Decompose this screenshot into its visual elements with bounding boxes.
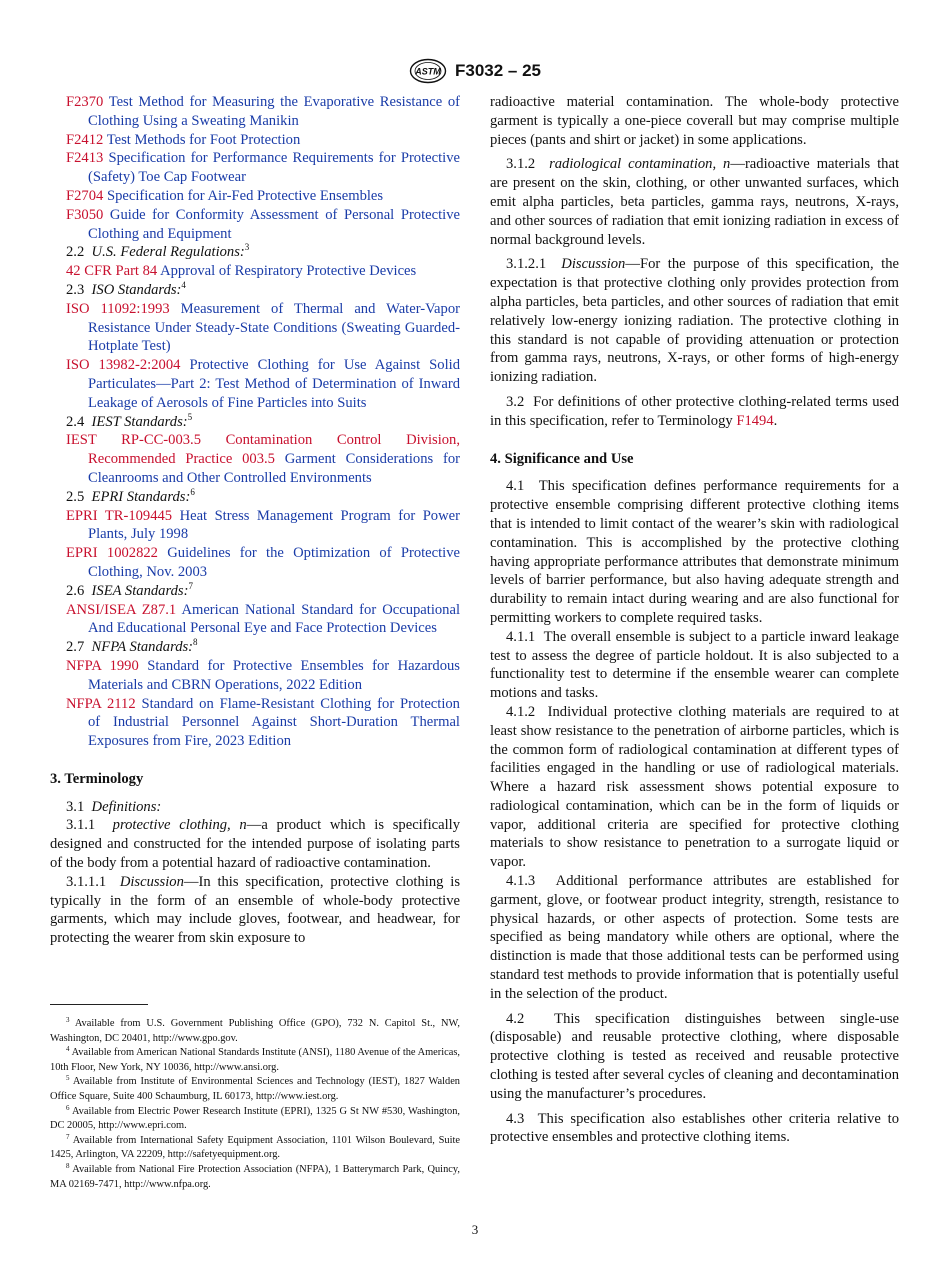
designation: F3032 – 25 — [454, 61, 541, 80]
reference-entry — [66, 93, 460, 131]
section-number: 2.7 — [66, 639, 85, 656]
ref-code[interactable]: F2704 — [66, 187, 104, 204]
section-3-1-2 — [490, 155, 899, 249]
section-number: 4.3 — [506, 1110, 525, 1127]
definition-text: —a product which is specifically designed and constructed for the intended purpose of isolating parts of the body from a potential hazard of radioactive contamination. — [50, 817, 460, 872]
section-number: 3.1 — [66, 798, 85, 815]
defined-term: Discussion — [561, 256, 626, 273]
continued-paragraph: radioactive material contamination. The whole-body protective garment is typically a one-piece coverall but may comprise multiple pieces (pants and shirt or jacket) in some applications. — [490, 94, 899, 148]
footnote-ref: 8 — [193, 637, 198, 648]
section-heading: 3. Terminology — [50, 770, 144, 787]
ref-code[interactable]: EPRI TR-109445 — [66, 507, 173, 524]
paragraph-text: The overall ensemble is subject to a particle inward leakage test to assess the degree of particle holdout. It is also subjected to a functionality test to determine if the ensemble wearer can complete motions and tasks. — [490, 628, 899, 702]
section-2-4 — [66, 413, 460, 432]
ref-title[interactable]: Heat Stress Management Program for Power Plants, July 1998 — [88, 507, 460, 543]
paragraph-text: This specification distinguishes between single-use (disposable) and reusable protective clothing, where disposable protective clothing is tested as received and reusable protective clothing is tested after several cycles of cleaning and decontamination using the manufacturer’s procedures. — [490, 1010, 899, 1102]
ref-title[interactable]: American National Standard for Occupational And Educational Personal Eye and Face Protection Devices — [88, 601, 460, 637]
footnote — [50, 1017, 460, 1046]
section-number: 3.1.2.1 — [506, 256, 547, 273]
footnote-number: 6 — [66, 1103, 70, 1112]
footnote — [50, 1075, 460, 1104]
astm-logo-icon — [409, 58, 447, 84]
footnote-text: Available from Electric Power Research Institute (EPRI), 1325 G St NW #530, Washington, DC 20005, http://www.epri.com. — [50, 1105, 461, 1132]
reference-entry — [66, 187, 460, 206]
ref-code[interactable]: ISO 11092:1993 — [66, 300, 170, 317]
reference-entry — [66, 149, 460, 187]
footnotes — [50, 1017, 460, 1192]
section-number: 3.1.1 — [66, 817, 96, 834]
section-label: NFPA Standards: — [91, 639, 194, 656]
section-label: U.S. Federal Regulations: — [91, 244, 245, 261]
svg-text:ASTM: ASTM — [415, 66, 441, 77]
ref-code[interactable]: F2412 — [66, 131, 104, 148]
ref-title[interactable]: Guide for Conformity Assessment of Personal Protective Clothing and Equipment — [88, 206, 460, 242]
defined-term: Discussion — [119, 873, 184, 890]
section-2-6 — [66, 582, 460, 601]
reference-entry — [66, 356, 460, 412]
ref-title[interactable]: Specification for Performance Requirements for Protective (Safety) Toe Cap Footwear — [88, 150, 460, 186]
footnote — [50, 1163, 460, 1192]
footnote-text: Available from International Safety Equipment Association, 1101 Wilson Boulevard, Suite 1425, Arlington, VA 22209, http://safetyequipment.org. — [50, 1134, 460, 1161]
footnote-text: Available from American National Standards Institute (ANSI), 1180 Avenue of the Americas, 10th Floor, New York, NY 10036, http://www.ansi.org. — [50, 1047, 460, 1073]
ref-code[interactable]: F3050 — [66, 206, 104, 223]
paragraph-text: Individual protective clothing materials are required to at least show resistance to the penetration of airborne particles, which is the common form of radiological contamination at different types of facilities engaged in the handling or use of radiological materials. Where a hazard risk assessment shows potential exposure to radiological contamination, which can be in the form of liquids or vapor, additional criteria are specified for protective clothing materials to show resistance to penetration to a surrogate liquid or vapor. — [490, 703, 900, 871]
section-4-2 — [490, 1010, 899, 1104]
definition-text: —radioactive materials that are present on the skin, clothing, or other unwanted surfaces, which emit alpha particles, beta particles, gamma rays, neutrons, X-rays, and other sources of radiation that emit ionizing radiation in excess of normal background levels. — [490, 156, 899, 248]
ref-title[interactable]: Test Methods for Foot Protection — [106, 131, 301, 148]
footnote-text: Available from National Fire Protection Association (NFPA), 1 Batterymarch Park, Quincy, MA 02169-7471, http://www.nfpa.org. — [50, 1163, 460, 1190]
right-column — [490, 93, 899, 1147]
section-number: 3.1.2 — [506, 156, 536, 173]
punctuation: . — [773, 412, 778, 429]
section-4-1-1 — [490, 628, 899, 703]
footnote-text: Available from U.S. Government Publishing Office (GPO), 732 N. Capitol St., NW, Washington, DC 20401, http://www.gpo.gov. — [50, 1018, 460, 1044]
footnote-ref: 7 — [188, 580, 193, 591]
section-label: ISEA Standards: — [91, 582, 189, 599]
footnote-number: 7 — [66, 1132, 70, 1141]
footnote-divider — [50, 1004, 148, 1005]
section-number: 3.1.1.1 — [66, 873, 107, 890]
ref-code[interactable]: 42 CFR Part 84 — [66, 263, 158, 280]
ref-code[interactable]: NFPA 1990 — [66, 657, 139, 674]
section-number: 2.5 — [66, 488, 85, 505]
ref-title[interactable]: Guidelines for the Optimization of Protective Clothing, Nov. 2003 — [88, 545, 461, 580]
footnote-number: 8 — [66, 1161, 70, 1170]
ref-code[interactable]: F2370 — [66, 94, 104, 110]
section-3-1 — [50, 798, 460, 817]
section-4-1-2 — [490, 703, 899, 872]
definition-text: —For the purpose of this specification, the expectation is that protective clothing only provides protection from alpha particles, beta particles, and other sources of radiation that emit relatively low-energy ionizing radiation. The protective clothing in this standard is not capable of providing attenuation or protection from gamma rays, neutrons, X-rays, or other forms of high-energy ionizing radiation. — [490, 256, 899, 386]
footnote-number: 4 — [66, 1045, 70, 1054]
section-2-2 — [66, 243, 460, 262]
section-number: 4.1 — [506, 478, 525, 495]
footnote-ref: 6 — [190, 486, 195, 497]
footnote-ref: 5 — [187, 411, 193, 422]
section-4-3 — [490, 1110, 899, 1148]
section-4-1 — [490, 477, 899, 627]
footnote-ref: 3 — [244, 242, 250, 253]
section-number: 4.1.2 — [506, 703, 536, 720]
reference-entry — [66, 131, 460, 150]
section-label: IEST Standards: — [91, 413, 188, 430]
paragraph-text: This specification defines performance requirements for a protective ensemble comprising different protective clothing items that is intended to limit contact of the wearer’s skin with radiological contamination. This is accomplished by the protective clothing having appropriate performance attributes that demonstrate minimum levels of barrier performance, but also having adequate strength and durability to remain intact during wearing and are also functional for permitting workers to complete required tasks. — [490, 478, 899, 626]
ref-code[interactable]: ANSI/ISEA Z87.1 — [66, 601, 177, 618]
section-number: 2.4 — [66, 413, 85, 430]
ref-code[interactable]: NFPA 2112 — [66, 695, 136, 712]
defined-term: protective clothing, n — [112, 817, 247, 834]
terminology-section — [50, 770, 460, 948]
ref-title[interactable]: Standard for Protective Ensembles for Hazardous Materials and CBRN Operations, 2022 Edition — [88, 657, 460, 693]
section-label: ISO Standards: — [91, 281, 182, 298]
section-number: 3.2 — [506, 393, 525, 410]
footnote — [50, 1105, 460, 1134]
footnote — [50, 1134, 460, 1163]
paragraph-text: Additional performance attributes are established for garment, glove, or footwear product integrity, strength, resistance to physical hazards, or other aspects of protection. Some tests are specified as being mandatory while others are optional, where the distinction is made that those additional tests can be performed using standard test methods to provide information that is potentially useful in the selection of the product. — [490, 873, 899, 1002]
reference-entry — [66, 206, 460, 244]
defined-term: radiological contamination, n — [549, 156, 731, 173]
reference-entry — [66, 544, 460, 582]
reference-entry — [66, 262, 460, 281]
section-number: 2.3 — [66, 281, 85, 298]
section-number: 2.6 — [66, 582, 85, 599]
reference-entry — [66, 431, 460, 487]
section-2-3 — [66, 281, 460, 300]
section-2-7 — [66, 638, 460, 657]
ref-code[interactable]: ISO 13982-2:2004 — [66, 357, 181, 374]
ref-title[interactable]: Protective Clothing for Use Against Solid Particulates—Part 2: Test Method of Determination of Inward Leakage of Aerosols of Fine Particles into Suits — [88, 357, 460, 411]
reference-entry — [66, 300, 460, 356]
paragraph-text: For definitions of other protective clothing-related terms used in this specification, refer to Terminology — [490, 393, 899, 429]
ref-code[interactable]: IEST RP-CC-003.5 Contamination Control Division, Recommended Practice 003.5 — [66, 432, 460, 468]
ref-title[interactable]: Measurement of Thermal and Water-Vapor Resistance Under Steady-State Conditions (Sweating Guarded-Hotplate Test) — [88, 300, 460, 355]
ref-title[interactable]: Standard on Flame-Resistant Clothing for Protection of Industrial Personnel Against Short-Duration Thermal Exposures from Fire, 2023 Edition — [88, 695, 460, 750]
footnote-ref: 4 — [181, 279, 186, 290]
page-number: 3 — [471, 1222, 479, 1237]
section-3-1-2-1 — [490, 255, 899, 387]
section-number: 4.2 — [506, 1010, 525, 1027]
footnote-text: Available from Institute of Environmental Sciences and Technology (IEST), 1827 Walden Office Square, Suite 400 Schaumburg, IL 60173, http://www.iest.org. — [50, 1076, 460, 1102]
reference-entry — [66, 601, 460, 639]
section-number: 4.1.1 — [506, 628, 536, 645]
ref-code[interactable]: F2413 — [66, 150, 104, 167]
section-3-2 — [490, 393, 899, 431]
section-3-1-1-1 — [50, 873, 460, 948]
section-2-5 — [66, 488, 460, 507]
footnote — [50, 1046, 460, 1075]
section-number: 2.2 — [66, 244, 85, 261]
section-label: Definitions: — [91, 798, 162, 815]
ref-title[interactable]: Test Method for Measuring the Evaporative Resistance of Clothing Using a Sweating Manikin — [88, 94, 460, 129]
section-label: EPRI Standards: — [91, 488, 191, 505]
paragraph-text: This specification also establishes other criteria relative to protective ensembles and protective clothing items. — [490, 1110, 899, 1146]
reference-entry — [66, 507, 460, 545]
ref-title[interactable]: Approval of Respiratory Protective Devices — [160, 263, 417, 280]
reference-entry — [66, 695, 460, 751]
ref-title[interactable]: Specification for Air-Fed Protective Ensembles — [106, 187, 384, 204]
section-number: 4.1.3 — [506, 873, 536, 890]
section-3-1-1 — [50, 816, 460, 872]
section-heading: 4. Significance and Use — [490, 450, 634, 467]
left-column — [50, 93, 461, 948]
footnote-number: 5 — [66, 1074, 70, 1083]
refs-a — [66, 93, 460, 243]
reference-entry — [66, 657, 460, 695]
section-4-1-3 — [490, 872, 899, 1004]
ref-code[interactable]: EPRI 1002822 — [66, 545, 158, 562]
ref-title[interactable]: Garment Considerations for Cleanrooms and Other Controlled Environments — [88, 451, 460, 486]
footnote-number: 3 — [66, 1016, 70, 1024]
page-header — [0, 58, 950, 84]
terminology-link[interactable]: F1494 — [736, 412, 774, 429]
definition-text: —In this specification, protective clothing is typically in the form of an ensemble of whole-body protective garments, which may include gloves, footwear, and headwear, for protecting the wearer from skin exposure to — [50, 873, 460, 947]
